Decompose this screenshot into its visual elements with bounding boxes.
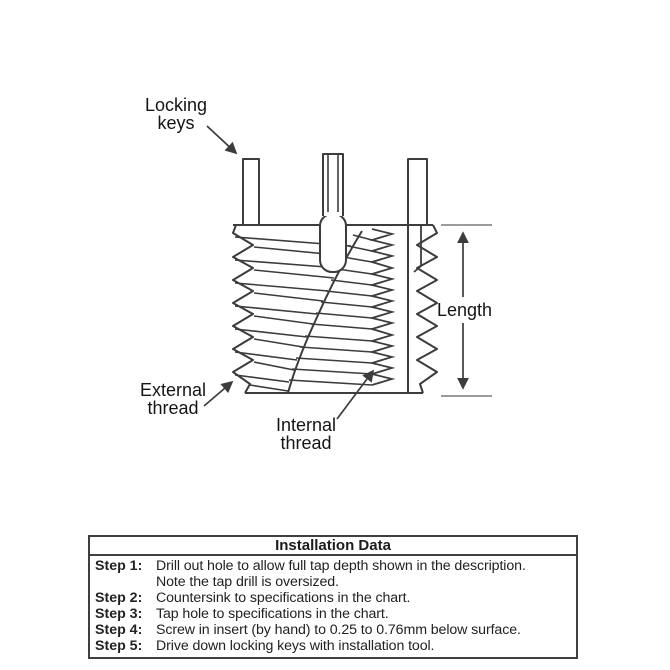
locking-key-middle <box>323 154 343 216</box>
length-label: Length <box>437 300 493 320</box>
step-text: Countersink to specifications in the chart. <box>156 590 411 606</box>
installation-data-table <box>88 535 578 659</box>
step-label: Step 4: <box>95 622 143 638</box>
table-row <box>95 590 573 606</box>
table-row <box>95 638 573 654</box>
step-label: Step 3: <box>95 606 143 622</box>
step-label: Step 5: <box>95 638 143 654</box>
external-thread-label: External thread <box>139 380 207 418</box>
middle-key-slot <box>320 214 346 272</box>
locking-key-right <box>408 159 427 225</box>
step-label: Step 2: <box>95 590 143 606</box>
step-text: Drill out hole to allow full tap depth shown in the description. Note the tap drill is oversized. <box>156 558 526 590</box>
locking-keys-label: Locking keys <box>144 95 208 133</box>
internal-thread-arrow <box>337 371 373 419</box>
locking-key-left <box>243 159 259 225</box>
table-body <box>90 556 576 657</box>
leader-arrows <box>204 126 373 419</box>
step-label: Step 1: <box>95 558 143 574</box>
table-row <box>95 606 573 622</box>
table-title: Installation Data <box>90 537 576 556</box>
step-text: Drive down locking keys with installation tool. <box>156 638 435 654</box>
step-text: Tap hole to specifications in the chart. <box>156 606 389 622</box>
internal-thread-label: Internal thread <box>275 415 337 453</box>
table-row <box>95 558 573 590</box>
locking-key-right-slot <box>414 225 421 272</box>
table-row <box>95 622 573 638</box>
step-text: Screw in insert (by hand) to 0.25 to 0.76mm below surface. <box>156 622 521 638</box>
